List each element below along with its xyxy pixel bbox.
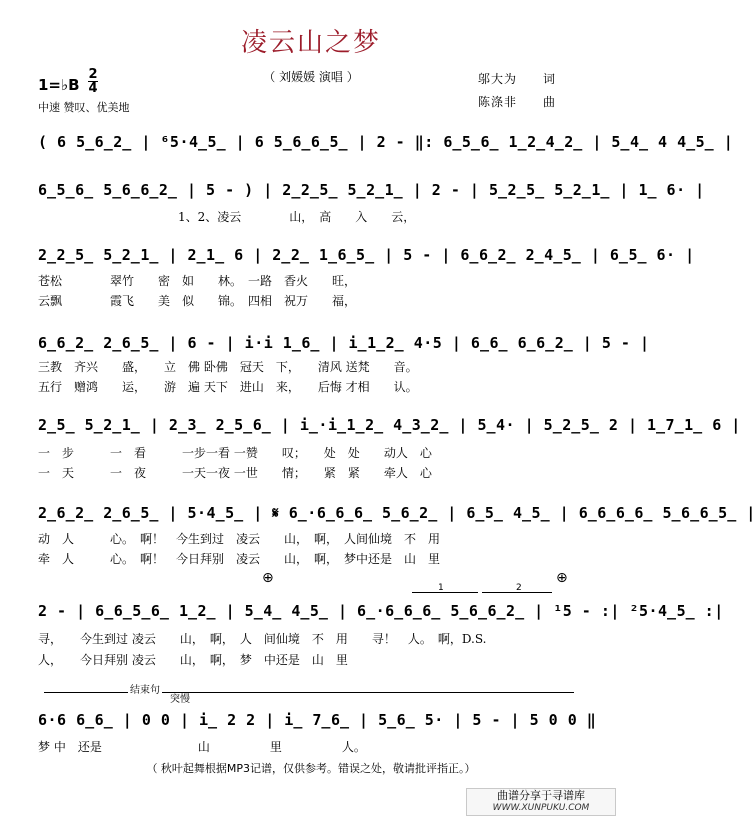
key-signature: 1=♭B [38,76,80,94]
lyric-row-7a: 寻， 今生到过 凌云 山， 啊， 人 间仙境 不 用 寻！ 人。 啊，D.S. [38,632,487,646]
staff-row-3: 2̲2̲5̲ 5̲2̲1̲ | 2̲1̲ 6 | 2̲2̲ 1̲6̲5̲ | 5 - | 6̲6̲2̲ 2̲4̲5̲ | 6̲5̲ 6· | [38,246,695,264]
watermark [466,788,616,816]
lyric-row-2a: 1、2、凌云 山， 高 入 云， [178,210,416,224]
staff-row-4: 6̲6̲2̲ 2̲6̲5̲ | 6 - | i·i 1̲6̲ | i̲1̲2̲ 4·5 | 6̲6̲ 6̲6̲2̲ | 5 - | [38,334,650,352]
lyric-row-6b: 牵 人 心。 啊！ 今日拜别 凌云 山， 啊， 梦中还是 山 里 [38,552,441,566]
staff-row-2: 6̲5̲6̲ 5̲6̲6̲2̲ | 5 - ) | 2̲2̲5̲ 5̲2̲1̲ | 2 - | 5̲2̲5̲ 5̲2̲1̲ | 1̲ 6· | [38,181,705,199]
song-title: 凌云山之梦 [240,28,381,58]
meter-top: 2 [88,67,98,82]
meter-bottom: 4 [88,81,98,96]
volta-1-line [412,592,478,593]
lyricist-credit: 邬大为 词 [478,72,557,86]
lyric-row-5a: 一 步 一 看 一步一看 一赞 叹； 处 处 动人 心 [38,446,432,460]
singer-credit: （ 刘媛媛 演唱 ） [263,70,359,84]
lyric-row-4b: 五行 赠鸿 运， 游 遍 天下 进山 来， 后悔 才相 认。 [38,380,418,394]
lyric-row-4a: 三教 齐兴 盛， 立 佛 卧佛 冠天 下， 清风 送梵 音。 [38,360,418,374]
lyric-row-3b: 云飘 霞飞 美 似 锦。 四相 祝万 福， [38,294,357,308]
lyric-row-7b: 人， 今日拜别 凌云 山， 啊， 梦 中还是 山 里 [38,653,348,667]
coda-ending-line [44,692,574,693]
time-signature [88,68,98,95]
composer-credit: 陈涤非 曲 [478,95,557,109]
volta-2-number: 2 [516,583,522,593]
staff-row-8: 6·6 6̲6̲ | 0 0 | i̲ 2 2 | i̲ 7̲6̲ | 5̲6̲ 5· | 5 - | 5 0 0 ‖ [38,711,597,729]
staff-row-1: ( 6 5̲6̲2̲ | ⁶5·4̲5̲ | 6 5̲6̲6̲5̲ | 2 - ‖: 6̲5̲6̲ 1̲2̲4̲2̲ | 5̲4̲ 4 4̲5̲ | [38,133,734,151]
lyric-row-8a: 梦 中 还是 山 里 人。 [38,740,366,754]
staff-row-5: 2̲5̲ 5̲2̲1̲ | 2̲3̲ 2̲5̲6̲ | i̲·i̲1̲2̲ 4̲3̲2̲ | 5̲4· | 5̲2̲5̲ 2 | 1̲7̲1̲ 6 | [38,416,741,434]
watermark-text: 曲谱分享于寻谱库 [497,789,585,802]
staff-row-7: 2 - | 6̲6̲5̲6̲ 1̲2̲ | 5̲4̲ 4̲5̲ | 6̲·6̲6̲6̲ 5̲6̲6̲2̲ | ¹5 - :| ²5·4̲5̲ :| [38,602,724,620]
lyric-row-5b: 一 天 一 夜 一天一夜 一世 情； 紧 紧 牵人 心 [38,466,432,480]
staff-row-6: 2̲6̲2̲ 2̲6̲5̲ | 5·4̲5̲ | 𝄋 6̲·6̲6̲6̲ 5̲6̲2̲ | 6̲5̲ 4̲5̲ | 6̲6̲6̲6̲ 5̲6̲6̲5̲ | [38,504,756,522]
watermark-url: WWW.XUNPUKU.COM [492,803,590,813]
tempo-marking: 中速 赞叹、优美地 [38,101,130,114]
lyric-row-6a: 动 人 心。 啊！ 今生到过 凌云 山， 啊， 人间仙境 不 用 [38,532,441,546]
coda-sign-right: ⊕ [556,570,568,586]
lyric-row-3a: 苍松 翠竹 密 如 林。 一路 香火 旺， [38,274,357,288]
coda-ending-label: 结束句 [128,681,162,696]
tempo-change-label: 突慢 [170,694,190,705]
coda-sign-left: ⊕ [262,570,274,586]
volta-1-number: 1 [438,583,444,593]
footnote: （ 秋叶起舞根据MP3记谱，仅供参考。错误之处，敬请批评指正。） [146,762,476,775]
